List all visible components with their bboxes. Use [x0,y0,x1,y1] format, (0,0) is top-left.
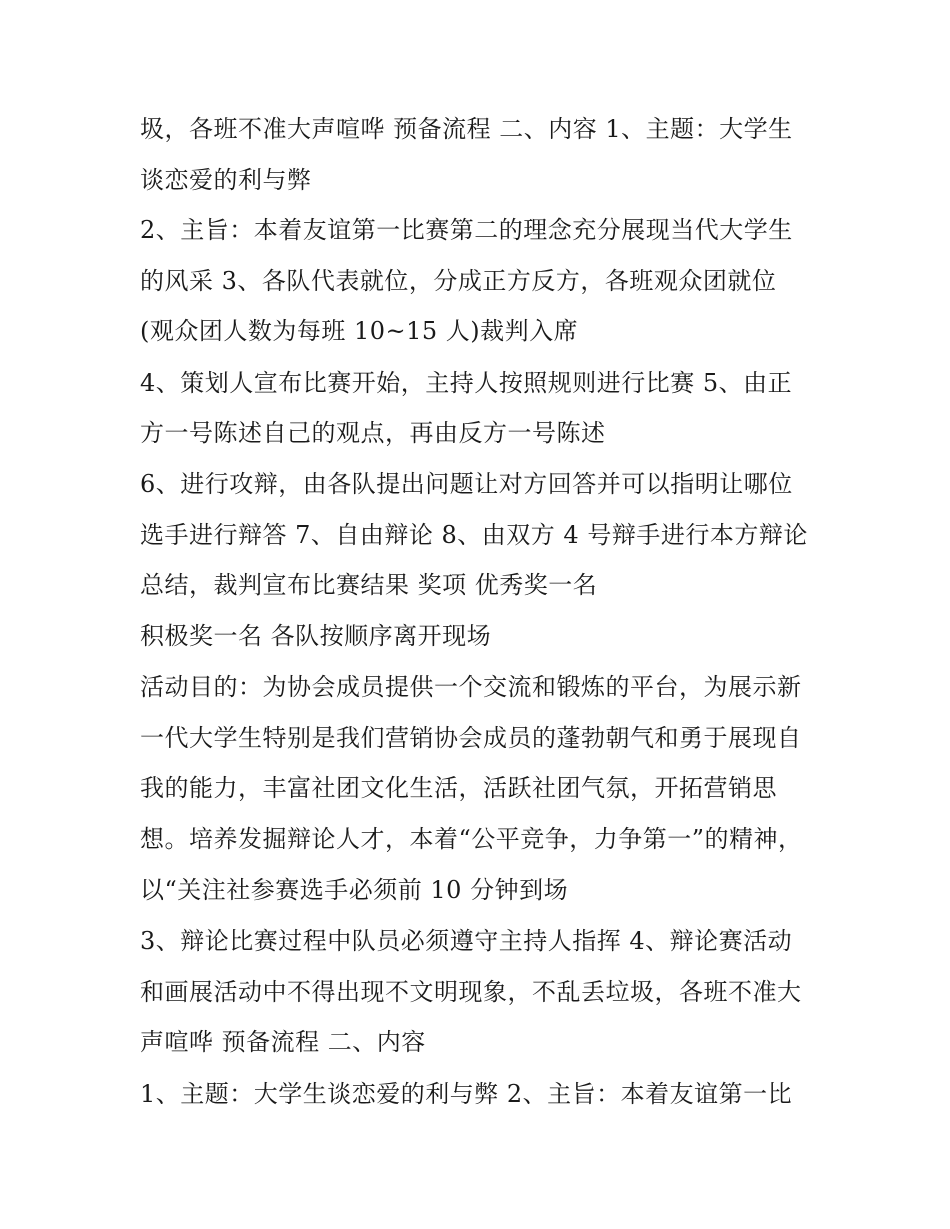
text-line: 活动目的：为协会成员提供一个交流和锻炼的平台，为展示新 [140,673,802,701]
text-line: 和画展活动中不得出现不文明现象，不乱丢垃圾，各班不准大 [140,978,802,1006]
text-line: 2、主旨：本着友谊第一比赛第二的理念充分展现当代大学生 [140,216,793,244]
text-line: 的风采 3、各队代表就位，分成正方反方，各班观众团就位 [140,267,777,295]
text-line: 谈恋爱的利与弊 [140,166,312,194]
text-line: 选手进行辩答 7、自由辩论 8、由双方 4 号辩手进行本方辩论 [140,521,808,549]
text-line: 4、策划人宣布比赛开始，主持人按照规则进行比赛 5、由正 [140,369,793,397]
text-line: 总结，裁判宣布比赛结果 奖项 优秀奖一名 [140,571,598,599]
text-line: 1、主题：大学生谈恋爱的利与弊 2、主旨：本着友谊第一比 [140,1080,793,1108]
text-line: 我的能力，丰富社团文化生活，活跃社团气氛，开拓营销思 [140,774,777,802]
text-line: 3、辩论比赛过程中队员必须遵守主持人指挥 4、辩论赛活动 [140,927,793,955]
text-line: 一代大学生特别是我们营销协会成员的蓬勃朝气和勇于展现自 [140,724,802,752]
text-line: 6、进行攻辩，由各队提出问题让对方回答并可以指明让哪位 [140,470,793,498]
text-line: 以“关注社参赛选手必须前 10 分钟到场 [140,876,569,904]
text-line: 方一号陈述自己的观点，再由反方一号陈述 [140,419,606,447]
text-line: 积极奖一名 各队按顺序离开现场 [140,622,492,650]
text-line: 圾，各班不准大声喧哗 预备流程 二、内容 1、主题：大学生 [140,115,793,143]
text-line: 想。培养发掘辩论人才，本着“公平竞争，力争第一”的精神， [140,825,803,853]
text-line: 声喧哗 预备流程 二、内容 [140,1028,426,1056]
text-line: (观众团人数为每班 10~15 人)裁判入席 [140,317,579,345]
